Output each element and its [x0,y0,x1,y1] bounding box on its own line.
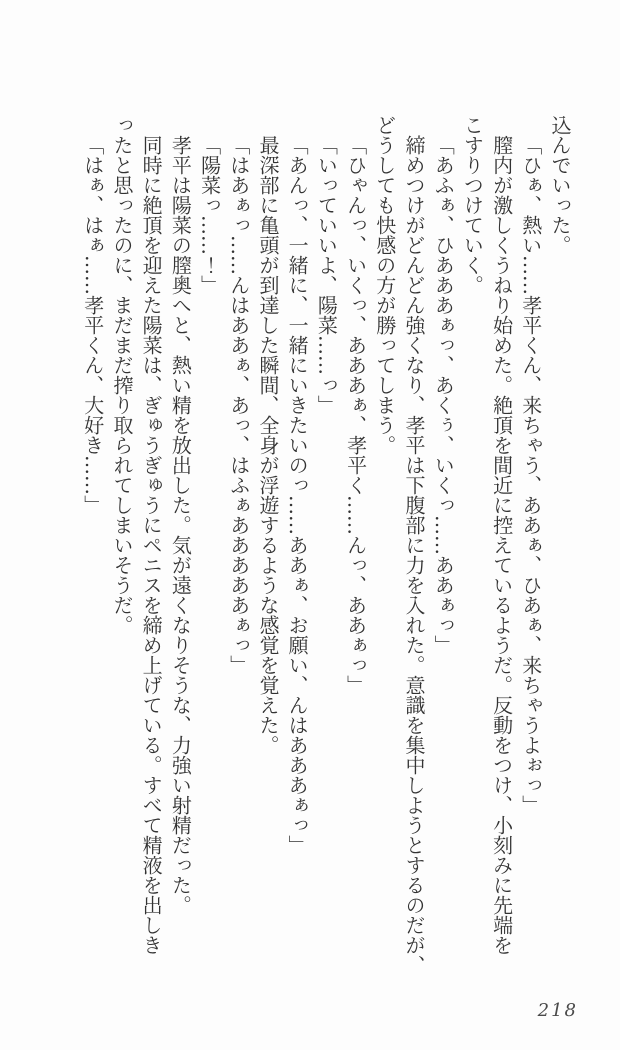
text-line: 孝平は陽菜の膣奥へと、熱い精を放出した。気が遠くなりそうな、力強い射精だった。 [168,135,193,915]
text-line: 「はあぁっ……んはああぁ、あっ、はふぁあああああぁっ」 [226,135,251,675]
text-line: 膣内が激しくうねり始めた。絶頂を間近に控えているようだ。反動をつけ、小刻みに先端を [489,135,514,955]
text-line: 「陽菜っ……！」 [197,135,222,295]
text-line: 込んでいった。 [548,115,572,255]
text-line: ったと思ったのに、まだまだ搾り取られてしまいそうだ。 [109,115,134,635]
novel-text-block [78,115,574,991]
text-line: 「ひゃんっ、いくっ、あああぁ、孝平く……んっ、ああぁっ」 [343,135,368,695]
text-line: 最深部に亀頭が到達した瞬間、全身が浮遊するような感覚を覚えた。 [255,135,280,755]
text-line: 締めつけがどんどん強くなり、孝平は下腹部に力を入れた。意識を集中しようとするのだが、 [401,135,426,975]
text-line: こすりつけていく。 [460,115,485,295]
text-line: 「はぁ、はぁ……孝平くん、大好き……」 [80,135,105,515]
text-line: 「あんっ、一緒に、一緒にいきたいのっ……ああぁ、お願い、んはあああぁっ」 [285,135,310,855]
text-line: どうしても快感の方が勝ってしまう。 [372,115,397,455]
text-line: 「いっていいよ、陽菜……っ」 [314,135,339,415]
page-number: 218 [537,1000,578,1021]
text-line: 同時に絶頂を迎えた陽菜は、ぎゅうぎゅうにペニスを締め上げている。すべて精液を出しき [139,135,164,955]
text-line: 「あふぁ、ひあああぁっ、あくぅ、いくっ……ああぁっ」 [431,135,456,655]
text-line: 「ひぁ、熱い……孝平くん、来ちゃう、ああぁ、ひあぁ、来ちゃうよぉっ」 [518,135,543,815]
